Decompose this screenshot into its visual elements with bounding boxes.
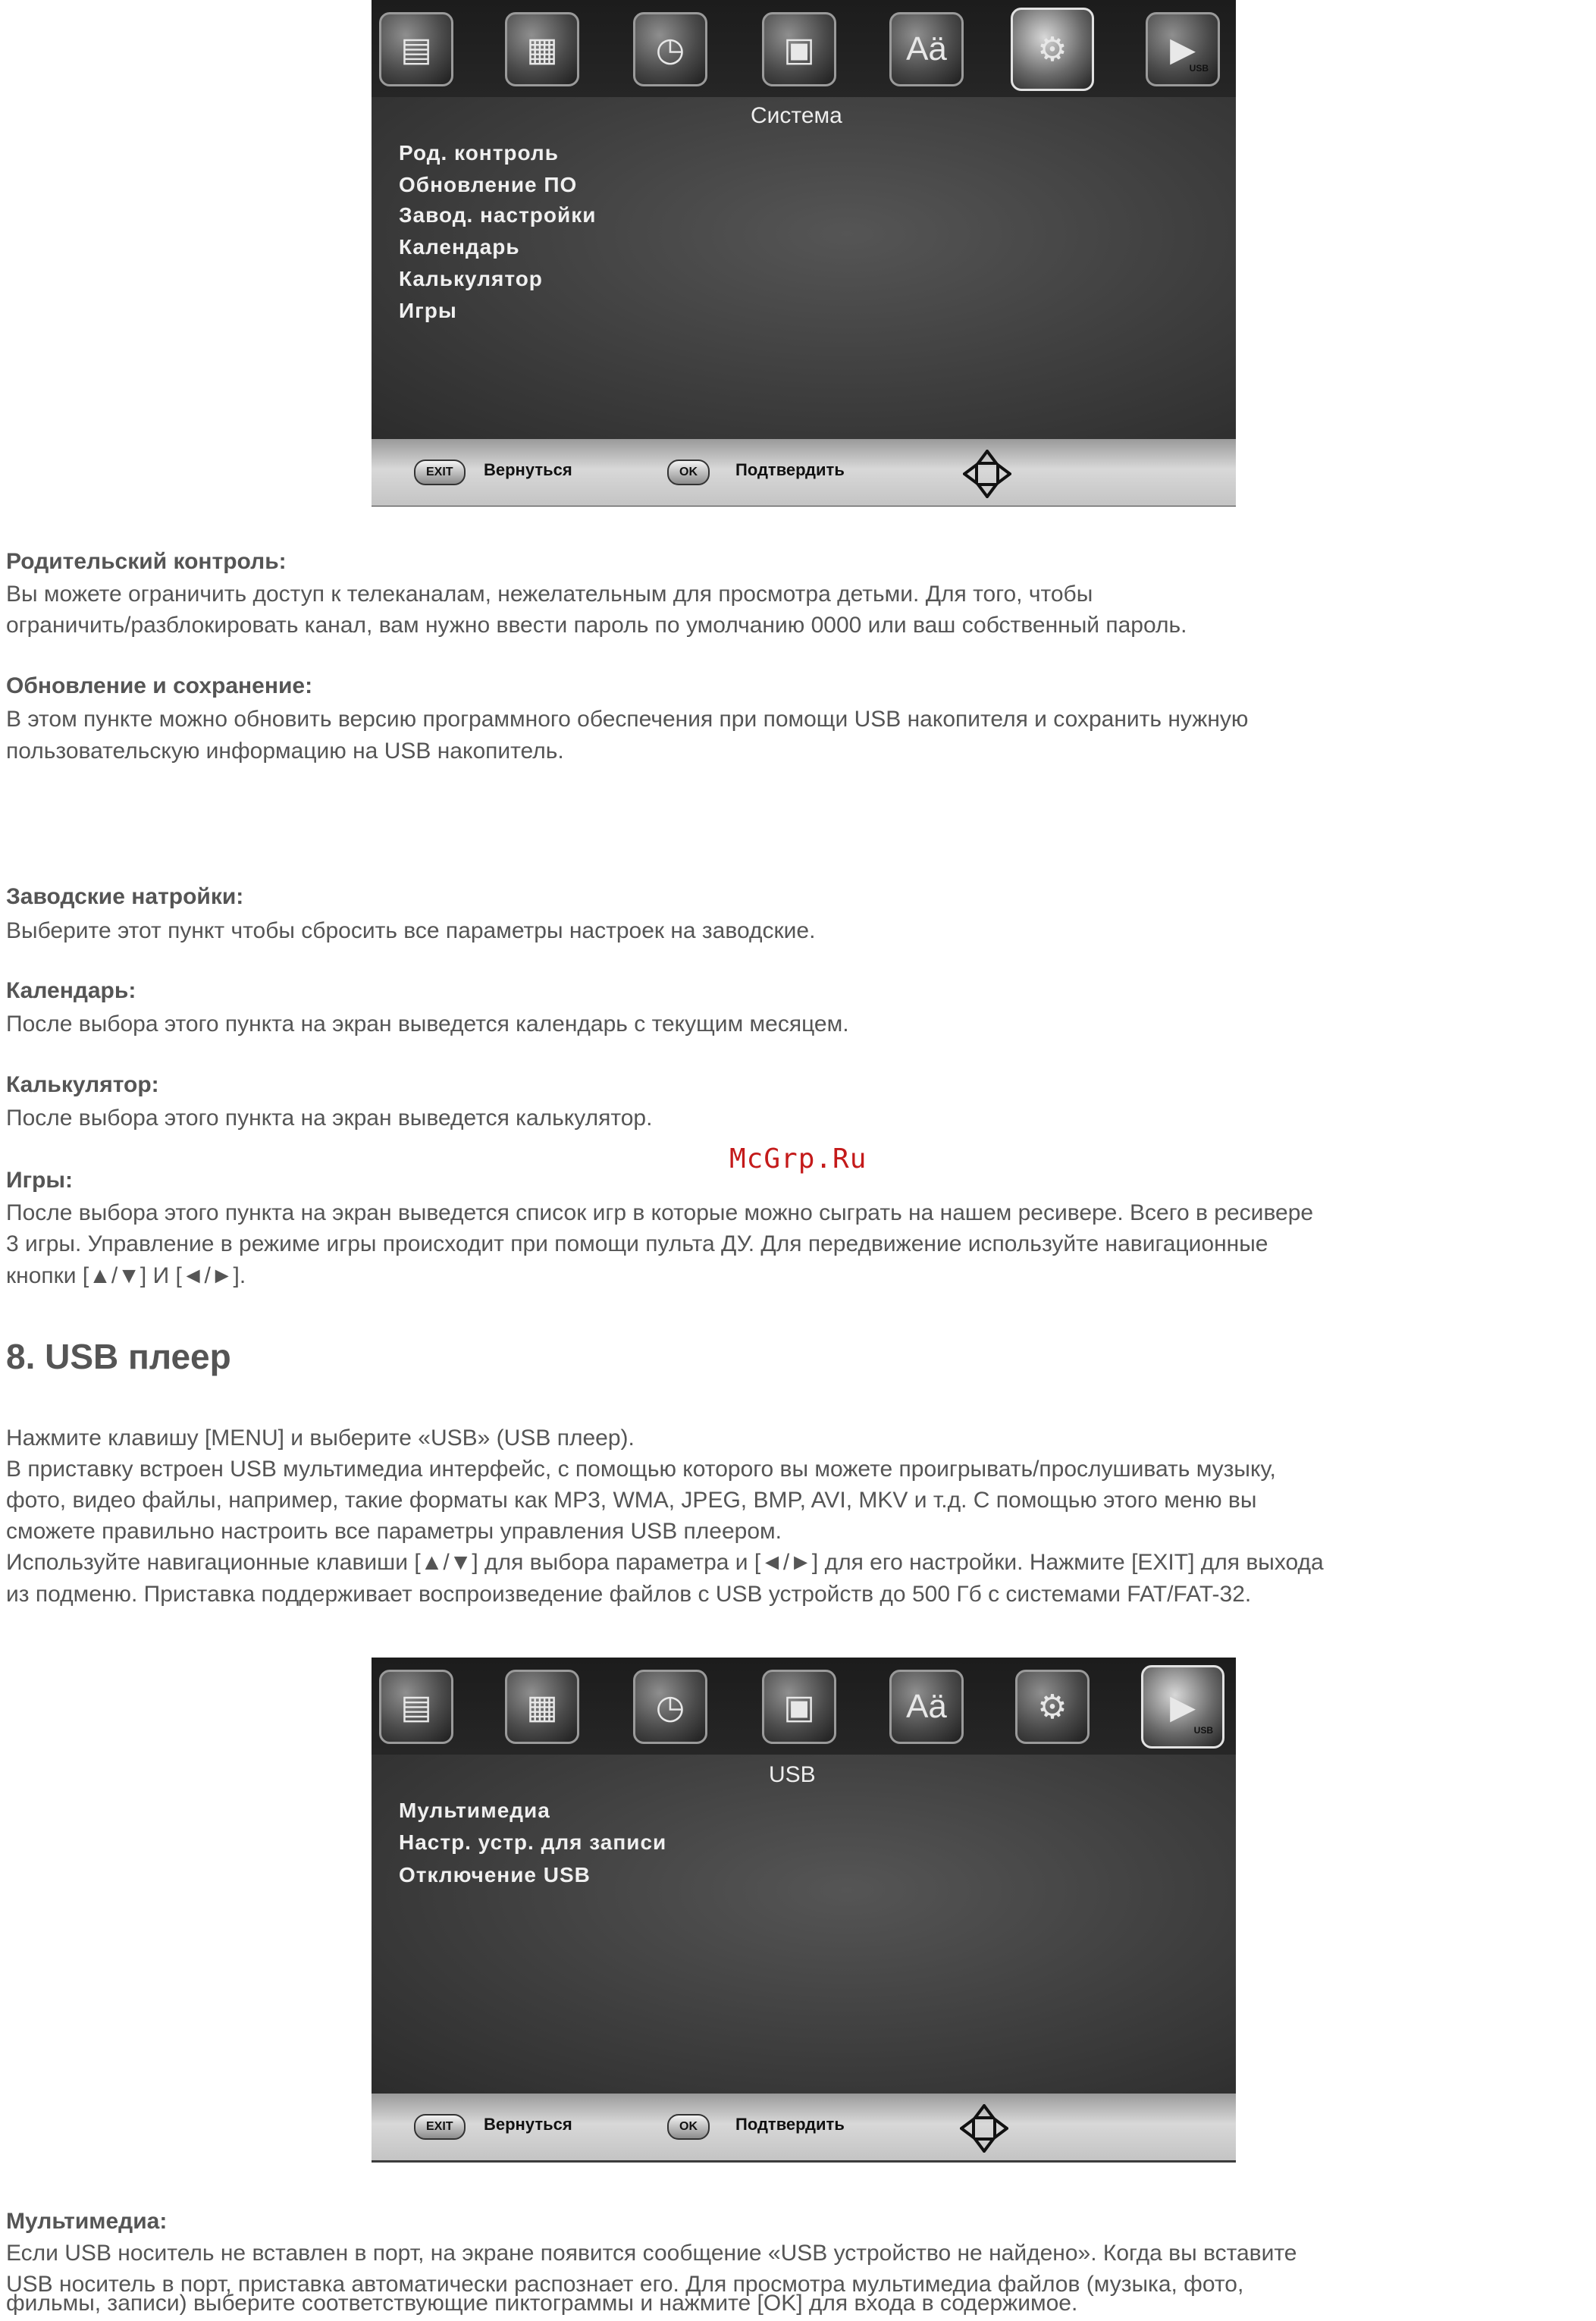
text-multimedia-1: Если USB носитель не вставлен в порт, на экране появится сообщение «USB устройство не найдено». Когда вы вставите <box>6 2241 1297 2266</box>
menu-body <box>372 97 1236 439</box>
alarm-clock-icon[interactable]: ◷ <box>633 12 707 86</box>
tv-icon[interactable]: ▤ <box>379 12 453 86</box>
gears-icon[interactable]: ⚙ <box>1011 8 1094 91</box>
menu-item-usb-disconnect[interactable]: Отключение USB <box>399 1863 591 1887</box>
menu-item-games[interactable]: Игры <box>399 299 457 322</box>
text-multimedia-3: фильмы, записи) выберите соответствующие пиктограммы и нажмите [OK] для входа в содержимое. <box>6 2291 1078 2316</box>
exit-button[interactable]: EXIT <box>414 2114 466 2140</box>
menu-body <box>372 1755 1236 2094</box>
tv-menu-screenshot-system <box>372 0 1236 507</box>
ok-button[interactable]: OK <box>667 459 710 485</box>
text-usb-1: Нажмите клавишу [MENU] и выберите «USB» (USB плеер). <box>6 1426 635 1451</box>
text-parental-1: Вы можете ограничить доступ к телеканалам, нежелательным для просмотра детьми. Для того, чтобы <box>6 582 1093 607</box>
menu-icon-bar <box>372 0 1236 97</box>
text-parental-2: ограничить/разблокировать канал, вам нужно ввести пароль по умолчанию 0000 или ваш собственный пароль. <box>6 613 1187 638</box>
text-games-2: 3 игры. Управление в режиме игры происходит при помощи пульта ДУ. Для передвижение используйте навигационные <box>6 1231 1268 1256</box>
text-update-1: В этом пункте можно обновить версию программного обеспечения при помощи USB накопителя и сохранить нужную <box>6 707 1249 732</box>
text-update-2: пользовательскую информацию на USB накопитель. <box>6 739 564 764</box>
exit-button[interactable]: EXIT <box>414 459 466 485</box>
text-usb-4: сможете правильно настроить все параметры управления USB плеером. <box>6 1519 782 1544</box>
heading-parental: Родительский контроль: <box>6 549 287 574</box>
gears-icon[interactable]: ⚙ <box>1015 1670 1090 1744</box>
language-icon[interactable]: Aä <box>889 1670 964 1744</box>
text-usb-3: фото, видео файлы, например, такие форматы как MP3, WMA, JPEG, BMP, AVI, MKV и т.д. С помощью этого меню вы <box>6 1488 1257 1513</box>
text-calendar-1: После выбора этого пункта на экран выведется календарь с текущим месяцем. <box>6 1012 849 1037</box>
exit-label: Вернуться <box>484 460 572 479</box>
menu-item-multimedia[interactable]: Мультимедиа <box>399 1799 550 1822</box>
heading-update: Обновление и сохранение: <box>6 673 313 698</box>
alarm-clock-icon[interactable]: ◷ <box>633 1670 707 1744</box>
usb-icon-label: USB <box>1193 1725 1213 1736</box>
menu-item-calendar[interactable]: Календарь <box>399 235 520 259</box>
channel-icon[interactable]: ▣ <box>762 12 836 86</box>
text-games-3: кнопки [▲/▼] И [◄/►]. <box>6 1263 246 1288</box>
menu-icon-bar <box>372 1658 1236 1755</box>
section-title: 8. USB плеер <box>6 1337 231 1376</box>
watermark: McGrp.Ru <box>729 1143 867 1175</box>
heading-multimedia: Мультимедиа: <box>6 2209 168 2234</box>
text-usb-6: из подменю. Приставка поддерживает воспроизведение файлов с USB устройств до 500 Гб с системами FAT/FAT-32. <box>6 1582 1252 1607</box>
picture-icon[interactable]: ▦ <box>505 1670 579 1744</box>
usb-icon[interactable]: ▶ USB <box>1141 1665 1224 1749</box>
tv-menu-screenshot-usb <box>372 1658 1236 2163</box>
text-usb-2: В приставку встроен USB мультимедиа интерфейс, с помощью которого вы можете проигрывать/прослушивать музыку, <box>6 1457 1276 1482</box>
exit-label: Вернуться <box>484 2115 572 2134</box>
text-factory-1: Выберите этот пункт чтобы сбросить все параметры настроек на заводские. <box>6 918 816 943</box>
menu-item-calculator[interactable]: Калькулятор <box>399 267 543 290</box>
text-multimedia-2: USB носитель в порт, приставка автоматически распознает его. Для просмотра мультимедиа файлов (музыка, фото, <box>6 2272 1244 2297</box>
heading-calendar: Календарь: <box>6 978 136 1003</box>
heading-factory: Заводские натройки: <box>6 884 244 909</box>
language-icon[interactable]: Aä <box>889 12 964 86</box>
menu-footer <box>372 2094 1236 2160</box>
menu-item-record-device[interactable]: Настр. устр. для записи <box>399 1830 667 1854</box>
ok-label: Подтвердить <box>735 460 845 479</box>
text-games-1: После выбора этого пункта на экран выведется список игр в которые можно сыграть на нашем ресивере. Всего в ресивере <box>6 1200 1314 1225</box>
picture-icon[interactable]: ▦ <box>505 12 579 86</box>
heading-games: Игры: <box>6 1168 73 1193</box>
ok-button[interactable]: OK <box>667 2114 710 2140</box>
ok-label: Подтвердить <box>735 2115 845 2134</box>
menu-item-update[interactable]: Обновление ПО <box>399 173 578 196</box>
nav-arrows-icon <box>960 2104 1008 2153</box>
text-calculator-1: После выбора этого пункта на экран выведется калькулятор. <box>6 1106 653 1131</box>
tv-icon[interactable]: ▤ <box>379 1670 453 1744</box>
usb-icon-label: USB <box>1189 63 1209 74</box>
heading-calculator: Калькулятор: <box>6 1072 159 1097</box>
usb-icon[interactable]: ▶ USB <box>1146 12 1220 86</box>
menu-footer <box>372 439 1236 506</box>
text-usb-5: Используйте навигационные клавиши [▲/▼] для выбора параметра и [◄/►] для его настройки. Нажмите [EXIT] для выхода <box>6 1550 1324 1575</box>
nav-arrows-icon <box>963 450 1011 498</box>
menu-item-parental[interactable]: Род. контроль <box>399 141 559 165</box>
menu-title: USB <box>769 1762 816 1787</box>
channel-icon[interactable]: ▣ <box>762 1670 836 1744</box>
menu-item-factory[interactable]: Завод. настройки <box>399 203 597 227</box>
menu-title: Система <box>751 103 842 128</box>
